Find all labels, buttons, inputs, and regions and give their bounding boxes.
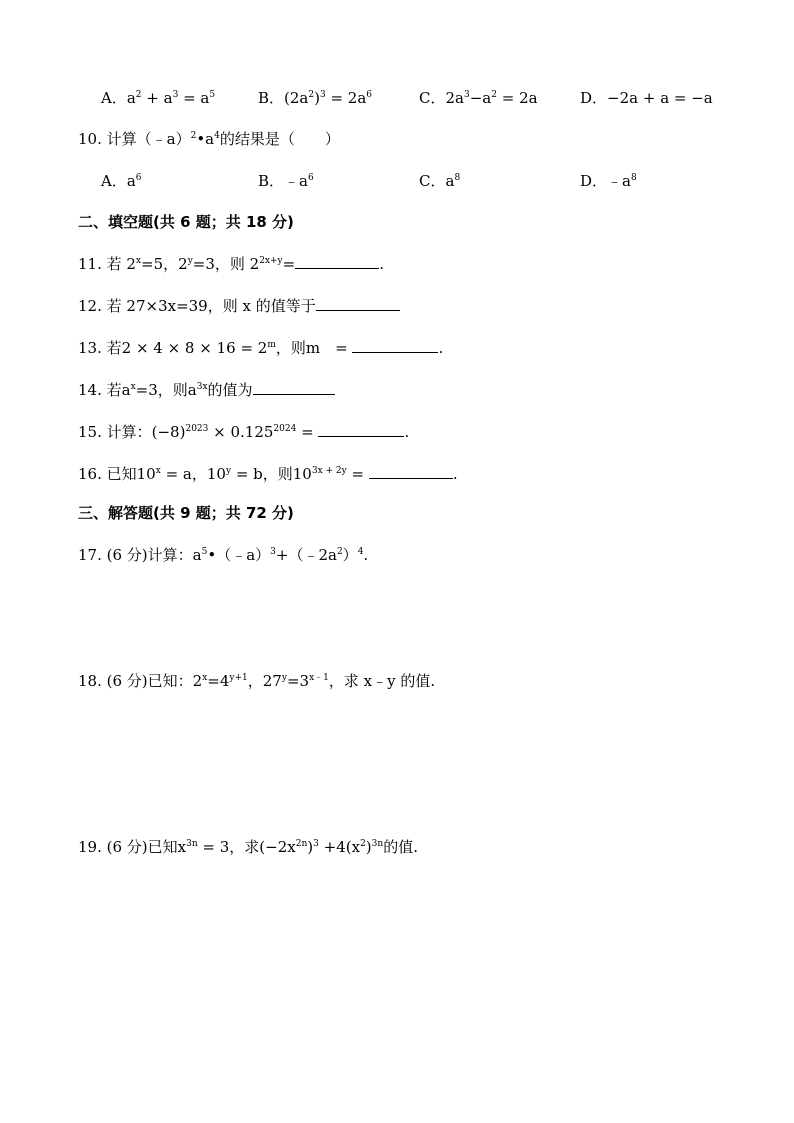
math-text: a <box>126 89 136 107</box>
math-text: ﹣a <box>607 172 631 190</box>
section-heading-fill-in: 二、填空题(共 6 题；共 18 分) <box>78 213 294 231</box>
option-label: C． <box>419 89 446 107</box>
math-text: = a <box>178 89 210 107</box>
question-text: = <box>296 423 319 441</box>
question-text: +4(x <box>318 838 361 856</box>
question-text: 若2 × 4 × 8 × 16 = 2 <box>106 339 268 357</box>
question-text: ，求 x﹣y 的值. <box>328 672 436 690</box>
exponent: 8 <box>630 173 637 183</box>
question-10 <box>78 129 340 149</box>
question-text: =3，则 2 <box>192 255 260 273</box>
exponent: y+1 <box>229 673 248 683</box>
question-13 <box>78 338 443 358</box>
question-18 <box>78 671 435 691</box>
question-15 <box>78 422 409 442</box>
exponent: 2 <box>190 131 197 141</box>
question-17 <box>78 545 368 565</box>
math-text: = 2a <box>325 89 367 107</box>
option-label: D． <box>580 172 608 190</box>
question-text: ，则m = <box>275 339 353 357</box>
question-12 <box>78 296 400 316</box>
exponent: 6 <box>307 173 314 183</box>
question-text: =4 <box>207 672 230 690</box>
math-text: 2a <box>445 89 464 107</box>
question-text: 的结果是（ ） <box>219 130 340 148</box>
exponent: y <box>187 256 193 266</box>
question-text: 的值为 <box>207 381 253 399</box>
question-number: 13. <box>78 339 102 357</box>
math-text: ) <box>314 89 320 107</box>
exponent: x <box>135 256 142 266</box>
question-text: = a，10 <box>160 465 226 483</box>
question-number: 16. <box>78 465 102 483</box>
exponent: 3 <box>313 839 319 849</box>
question-number: 19. <box>78 838 102 856</box>
question-number: 14. <box>78 381 102 399</box>
question-text: =5，2 <box>141 255 188 273</box>
question-number: 18. <box>78 672 102 690</box>
question-text: ) <box>307 838 314 856</box>
question-text: 计算（﹣a） <box>106 130 191 148</box>
question-text: •a <box>196 130 215 148</box>
exponent: 6 <box>135 173 142 183</box>
exponent: 3n <box>371 839 384 849</box>
section-heading-solutions: 三、解答题(共 9 题；共 72 分) <box>78 504 294 522</box>
exponent: 2 <box>491 90 497 100</box>
question-text: =3，则a <box>135 381 197 399</box>
question-14 <box>78 380 335 400</box>
question-number: 17. <box>78 546 102 564</box>
exponent: 2 <box>360 839 366 849</box>
option-label: B． <box>258 172 285 190</box>
exponent: 3 <box>463 90 470 100</box>
math-text: −a <box>469 89 492 107</box>
answer-blank[interactable] <box>316 296 400 311</box>
question-text: +（﹣2a <box>275 546 337 564</box>
punctuation: . <box>363 546 369 564</box>
exponent: 2 <box>336 547 343 557</box>
question-text: 若 2 <box>106 255 136 273</box>
math-text: a <box>445 172 455 190</box>
option-label: D． <box>580 89 608 107</box>
q10-option-b <box>258 171 314 191</box>
question-text: = 3，求(−2x <box>197 838 296 856</box>
exponent: 6 <box>366 90 373 100</box>
math-text: −2a + a = −a <box>607 89 713 107</box>
punctuation: . <box>452 465 458 483</box>
question-text: 计算：(−8) <box>106 423 186 441</box>
question-number: 11. <box>78 255 102 273</box>
answer-blank[interactable] <box>318 422 404 437</box>
exponent: 3 <box>319 90 326 100</box>
option-label: B． <box>258 89 285 107</box>
exponent: 2n <box>295 839 308 849</box>
question-text: (6 分)已知x <box>106 838 187 856</box>
question-text: 已知10 <box>106 465 156 483</box>
exponent: 8 <box>454 173 461 183</box>
question-text: (6 分)计算：a <box>106 546 202 564</box>
math-text: (2a <box>284 89 309 107</box>
exponent: x <box>130 382 136 392</box>
question-text: ） <box>342 546 358 564</box>
q10-option-d <box>580 171 637 191</box>
question-text: = <box>282 255 296 273</box>
exponent: 3 <box>270 547 276 557</box>
exponent: 3n <box>186 839 198 849</box>
question-number: 12. <box>78 297 102 315</box>
question-text: 若a <box>106 381 131 399</box>
option-label: A． <box>101 172 127 190</box>
question-text: × 0.125 <box>208 423 274 441</box>
exponent: m <box>267 340 276 350</box>
q9-option-b <box>258 88 372 108</box>
exponent: 2 <box>308 90 315 100</box>
math-text: ﹣a <box>284 172 308 190</box>
exponent: 5 <box>201 547 208 557</box>
exponent: 2 <box>135 90 142 100</box>
exponent: x﹣1 <box>309 673 329 683</box>
exponent: y <box>281 673 287 683</box>
answer-blank[interactable] <box>369 464 453 479</box>
question-16 <box>78 464 458 484</box>
question-text: ，27 <box>247 672 282 690</box>
q9-option-a <box>101 88 215 108</box>
question-number: 15. <box>78 423 102 441</box>
q10-option-c <box>419 171 460 191</box>
exponent: 5 <box>209 90 216 100</box>
punctuation: . <box>379 255 385 273</box>
math-text: + a <box>141 89 173 107</box>
answer-blank[interactable] <box>295 254 379 269</box>
question-text: = <box>346 465 369 483</box>
question-text: (6 分)已知：2 <box>106 672 203 690</box>
question-text: 的值. <box>383 838 418 856</box>
exponent: 4 <box>357 547 364 557</box>
math-text: = 2a <box>496 89 538 107</box>
punctuation: . <box>438 339 444 357</box>
exponent: x <box>202 673 208 683</box>
exponent: 2024 <box>273 424 297 434</box>
exponent: 4 <box>214 131 220 141</box>
question-11 <box>78 254 384 274</box>
question-text: =3 <box>286 672 310 690</box>
q9-option-c <box>419 88 538 108</box>
option-label: C． <box>419 172 446 190</box>
question-text: 若 27×3x=39，则 x 的值等于 <box>106 297 316 315</box>
option-label: A． <box>101 89 127 107</box>
math-text: a <box>126 172 136 190</box>
exponent: 3 <box>172 90 179 100</box>
exponent: 3x + 2y <box>311 466 347 476</box>
exponent: 2023 <box>185 424 209 434</box>
question-text: = b，则10 <box>231 465 312 483</box>
exponent: y <box>225 466 232 476</box>
question-text: •（﹣a） <box>207 546 271 564</box>
q9-option-d <box>580 88 713 108</box>
answer-blank[interactable] <box>253 380 335 395</box>
exponent: 2x+y <box>259 256 283 266</box>
q10-option-a <box>101 171 142 191</box>
exponent: x <box>155 466 161 476</box>
exponent: 3x <box>196 382 208 392</box>
answer-blank[interactable] <box>352 338 438 353</box>
question-text: ) <box>365 838 372 856</box>
question-number: 10. <box>78 130 102 148</box>
question-19 <box>78 837 418 857</box>
punctuation: . <box>404 423 410 441</box>
